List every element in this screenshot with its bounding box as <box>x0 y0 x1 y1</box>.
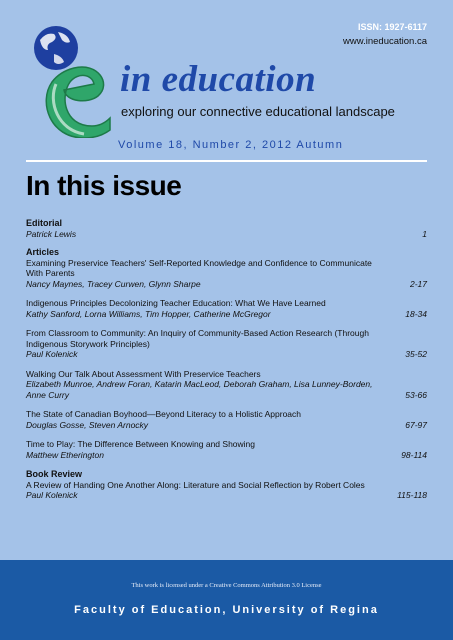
entry-pages: 67-97 <box>405 419 427 430</box>
entry-authors: Paul Kolenick <box>26 349 78 359</box>
volume-info: Volume 18, Number 2, 2012 Autumn <box>118 139 344 151</box>
footer-band <box>0 560 453 640</box>
entry-pages: 53-66 <box>405 389 427 400</box>
journal-url: www.ineducation.ca <box>343 36 427 47</box>
toc-entry[interactable] <box>26 328 427 360</box>
journal-tagline: exploring our connective educational landscape <box>121 104 395 119</box>
entry-pages: 115-118 <box>397 490 427 500</box>
entry-authors: Matthew Etherington <box>26 449 104 460</box>
entry-authors: Patrick Lewis <box>26 228 77 239</box>
table-of-contents <box>26 218 427 501</box>
toc-entry[interactable] <box>26 298 427 319</box>
publisher-name: Faculty of Education, University of Regina <box>74 604 379 616</box>
toc-entry[interactable] <box>26 369 427 401</box>
section-heading-editorial: Editorial <box>26 218 63 228</box>
section-heading-articles: Articles <box>26 247 60 257</box>
entry-pages: 35-52 <box>405 349 427 359</box>
entry-pages: 18-34 <box>405 308 427 319</box>
license-notice[interactable]: This work is licensed under a Creative Commons Attribution 3.0 License <box>131 582 322 589</box>
entry-title: A Review of Handing One Another Along: Literature and Social Reflection by Robert Coles <box>26 479 365 490</box>
entry-title: Examining Preservice Teachers' Self-Reported Knowledge and Confidence to Communicate With Parents <box>26 257 372 278</box>
toc-entry[interactable] <box>26 439 427 460</box>
globe-e-logo-icon <box>28 22 112 138</box>
toc-entry[interactable] <box>26 409 427 430</box>
section-heading-book-review: Book Review <box>26 469 83 479</box>
entry-authors: Kathy Sanford, Lorna Williams, Tim Hopper, Catherine McGregor <box>26 308 271 319</box>
page-title: In this issue <box>26 170 182 201</box>
entry-authors: Nancy Maynes, Tracey Curwen, Glynn Sharpe <box>26 278 201 289</box>
entry-title: Indigenous Principles Decolonizing Teacher Education: What We Have Learned <box>26 298 326 308</box>
entry-title: The State of Canadian Boyhood—Beyond Literacy to a Holistic Approach <box>26 409 302 419</box>
entry-authors: Elizabeth Munroe, Andrew Foran, Katarin MacLeod, Deborah Graham, Lisa Lunney-Borden, Anne Curry <box>26 379 373 400</box>
entry-authors: Paul Kolenick <box>26 490 78 500</box>
entry-pages: 1 <box>422 228 427 239</box>
entry-title: Walking Our Talk About Assessment With Preservice Teachers <box>26 368 261 379</box>
entry-pages: 98-114 <box>401 449 427 460</box>
journal-title: in education <box>120 59 317 100</box>
toc-entry[interactable] <box>26 258 427 290</box>
entry-authors: Douglas Gosse, Steven Arnocky <box>26 419 149 430</box>
divider <box>26 160 427 162</box>
entry-pages: 2-17 <box>409 278 427 289</box>
toc-book-review[interactable] <box>26 469 427 501</box>
entry-title: From Classroom to Community: An Inquiry of Community-Based Action Research (Through Indigenous Storywork Principles) <box>26 328 369 349</box>
issn: ISSN: 1927-6117 <box>357 22 427 32</box>
entry-title: Time to Play: The Difference Between Knowing and Showing <box>26 439 256 449</box>
toc-editorial <box>26 218 427 239</box>
